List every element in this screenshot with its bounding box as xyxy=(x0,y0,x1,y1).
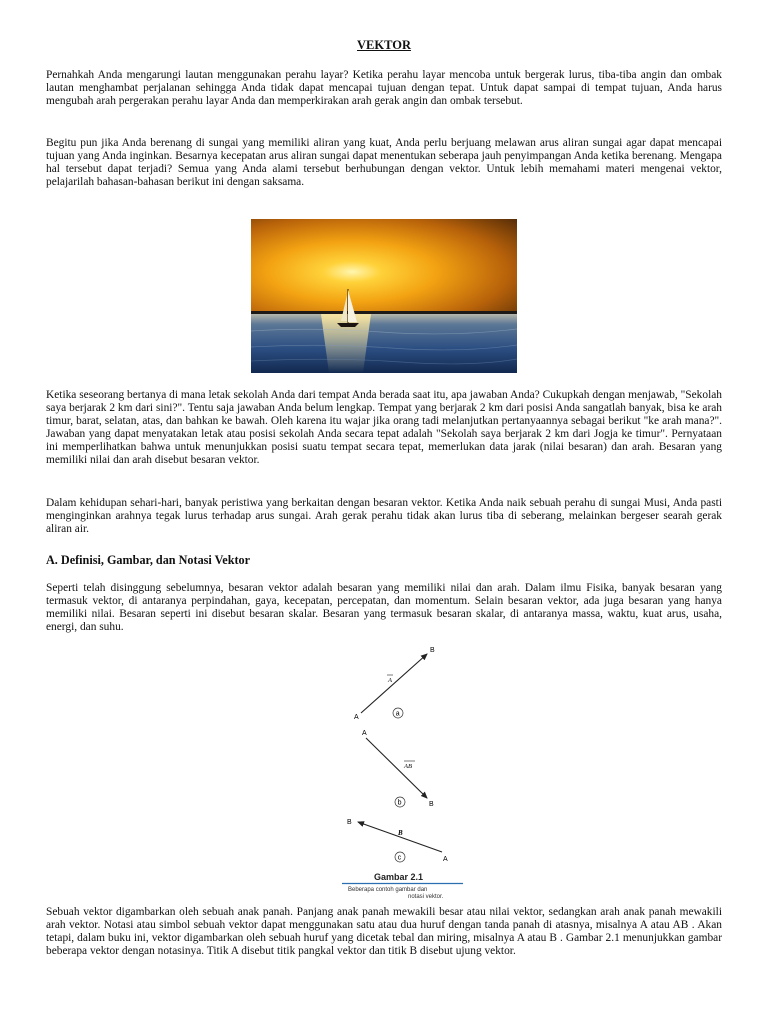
figure-caption-title: Gambar 2.1 xyxy=(374,872,424,882)
vector-b-head-label: B xyxy=(429,801,434,808)
figure-caption-line1: Beberapa contoh gambar dan xyxy=(348,887,428,893)
paragraph-river: Begitu pun jika Anda berenang di sungai yang memiliki aliran yang kuat, Anda perlu berjuang melawan arus aliran sungai agar dapat mencapai tujuan yang Anda inginkan. Besarnya kecepatan arus aliran sungai dapat menentukan seberapa jauh penyimpangan Anda ketika berenang. Mengapa hal tersebut dapat terjadi? Semua yang Anda alami tersebut berhubungan dengan vektor. Untuk lebih memahami materi mengenai vektor, pelajarilah bahasan-bahasan berikut ini dengan saksama. xyxy=(46,137,722,188)
vector-b-tail-label: A xyxy=(362,730,367,737)
vector-c-tag: c xyxy=(397,854,402,862)
vector-b-tag: b xyxy=(397,799,402,807)
page-title: VEKTOR xyxy=(357,38,411,52)
vector-c-arrow xyxy=(358,822,442,852)
figure-caption-line2: notasi vektor. xyxy=(408,894,444,900)
vector-c-head-label: B xyxy=(347,819,352,826)
vector-b-arrow xyxy=(366,738,427,798)
vector-c-tail-label: A xyxy=(443,856,448,863)
vector-a-tail-label: A xyxy=(354,714,359,721)
vector-a-symbol: A xyxy=(388,677,392,684)
vector-c-symbol: B xyxy=(398,829,403,837)
paragraph-boat-river: Dalam kehidupan sehari-hari, banyak peristiwa yang berkaitan dengan besaran vektor. Ketika Anda naik sebuah perahu di sungai Musi, Anda pasti menginginkan arahnya tegak lurus terhadap arus sungai. Arah gerak perahu tidak akan lurus tiba di seberang, melainkan bergeser searah gerak aliran air. xyxy=(46,497,722,535)
vector-a-tag: a xyxy=(395,710,400,718)
sailboat-sunset-photo xyxy=(251,219,517,373)
paragraph-definition: Seperti telah disinggung sebelumnya, besaran vektor adalah besaran yang memiliki nilai dan arah. Dalam ilmu Fisika, banyak besaran yang termasuk vektor, di antaranya perpindahan, gaya, kecepatan, percepatan, dan momentum. Selain besaran vektor, ada juga besaran yang hanya memiliki nilai. Besaran seperti ini disebut besaran skalar. Besaran yang termasuk besaran skalar, di antaranya massa, waktu, kuat arus, usaha, energi, dan suhu. xyxy=(46,582,722,633)
sailboat-sunset-illustration xyxy=(251,219,517,373)
vector-diagram xyxy=(330,640,480,902)
paragraph-intro: Pernahkah Anda mengarungi lautan menggunakan perahu layar? Ketika perahu layar mencoba untuk bergerak lurus, tiba-tiba angin dan ombak lautan menghambat perjalanan sehingga Anda tidak dapat mencapai tujuan dengan tepat. Untuk dapat sampai di tempat tujuan, Anda harus mengubah arah pergerakan perahu layar Anda dan memperkirakan arah gerak angin dan ombak tersebut. xyxy=(46,69,722,107)
paragraph-notation: Sebuah vektor digambarkan oleh sebuah anak panah. Panjang anak panah mewakili besar atau nilai vektor, sedangkan arah anak panah mewakili arah vektor. Notasi atau simbol sebuah vektor dapat menggunakan satu atau dua huruf dengan tanda panah di atasnya, misalnya A atau AB . Akan tetapi, dalam buku ini, vektor digambarkan oleh sebuah huruf yang dicetak tebal dan miring, misalnya A atau B . Gambar 2.1 menunjukkan gambar beberapa vektor dengan notasinya. Titik A disebut titik pangkal vektor dan titik B disebut ujung vektor. xyxy=(46,906,722,957)
paragraph-school-question: Ketika seseorang bertanya di mana letak sekolah Anda dari tempat Anda berada saat itu, apa jawaban Anda? Cukupkah dengan menjawab, "Sekolah saya berjarak 2 km dari sini?". Tentu saja jawaban Anda belum lengkap. Tempat yang berjarak 2 km dari posisi Anda sangatlah banyak, bisa ke arah timur, barat, selatan, atas, dan bahkan ke bawah. Oleh karena itu wajar jika orang tadi melanjutkan pertanyaannya sebagai berikut "ke arah mana?". Jawaban yang dapat menyatakan letak atau posisi sekolah Anda secara tepat adalah "Sekolah saya berjarak 2 km dari Jogja ke timur". Pernyataan ini memperlihatkan bahwa untuk menunjukkan posisi suatu tempat secara tepat, memerlukan data jarak (nilai besaran) dan arah. Besaran yang memiliki nilai dan arah disebut besaran vektor. xyxy=(46,389,722,466)
vector-a-arrow xyxy=(361,654,427,713)
vector-notation-figure xyxy=(330,640,480,902)
section-heading: A. Definisi, Gambar, dan Notasi Vektor xyxy=(46,553,251,567)
vector-b-symbol: AB xyxy=(404,763,412,770)
vector-a-head-label: B xyxy=(430,647,435,654)
